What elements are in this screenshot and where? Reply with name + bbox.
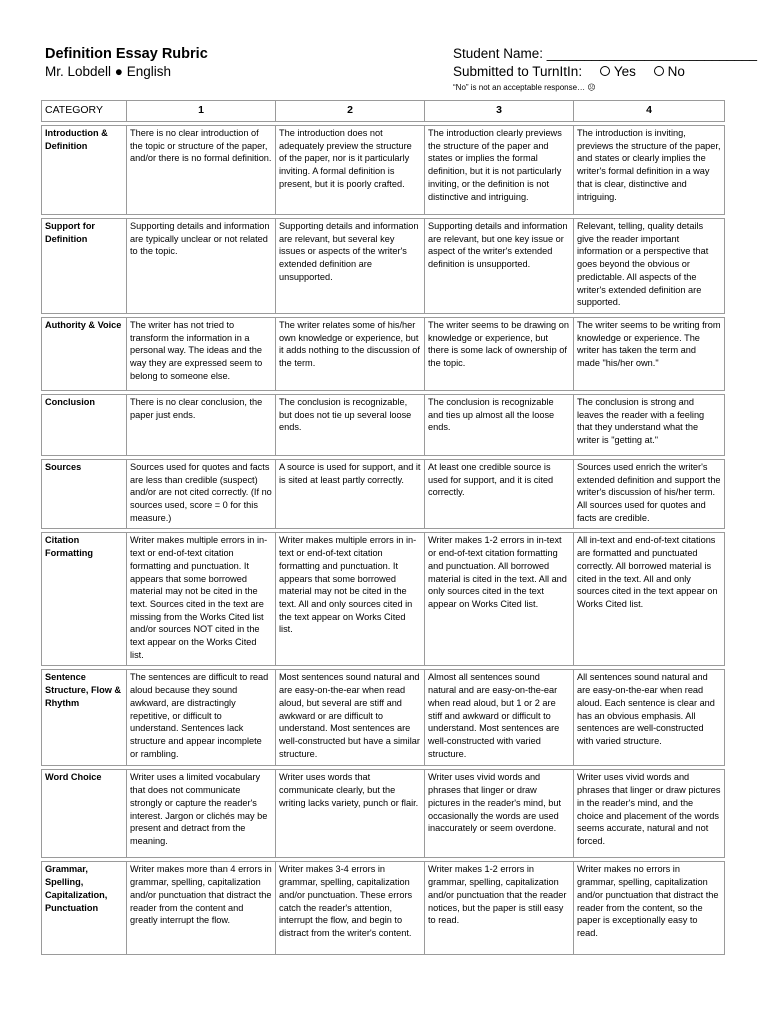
score-2-cell: Writer uses words that communicate clearly, but the writing lacks variety, punch or flair. [276,770,425,858]
score-2-cell: The conclusion is recognizable, but does not tie up several loose ends. [276,394,425,455]
score-1-cell: Writer makes more than 4 errors in grammar, spelling, capitalization and/or punctuation that distract the reader from the content and greatly interrupt the flow. [127,862,276,955]
score-4-cell: Writer makes no errors in grammar, spelling, capitalization and/or punctuation that distract the reader from the content, so the paper is exceptionally easy to read. [574,862,725,955]
score-3-cell: The writer seems to be drawing on knowledge or experience, but there is some lack of ownership of the topic. [425,317,574,390]
score-1-cell: Writer makes multiple errors in in-text or end-of-text citation formatting and punctuation. It appears that some borrowed material may not be cited in the text. Sources cited in the text are missing from the Works Cited list and/or sources NOT cited in the text appear on the Works Cited list. [127,533,276,666]
score-3-cell: At least one credible source is used for support, and it is cited correctly. [425,459,574,529]
submitted-label: Submitted to TurnItIn: [453,64,583,79]
table-row [42,219,725,314]
criterion-cell: Sources [42,459,127,529]
sad-face-icon: ☹ [587,83,596,92]
student-name-field: Student Name: ____________________________ [453,46,758,61]
table-row [42,317,725,390]
score-4-cell: Relevant, telling, quality details give the reader important information or a perspective that goes beyond the obvious or predictable. All aspects of the writer's extended definition are supported. [574,219,725,314]
score-2-cell: Writer makes 3-4 errors in grammar, spelling, capitalization and/or punctuation. These errors catch the reader's attention, interrupt the flow, and begin to distract from the writer's content. [276,862,425,955]
table-row [42,862,725,955]
rubric-title: Definition Essay Rubric [45,46,208,62]
score-3-cell: Writer makes 1-2 errors in in-text or end-of-text citation formatting and punctuation. All borrowed material is cited in the text. All and only sources cited in the text appear on Works Cited list. [425,533,574,666]
score-3-cell: The conclusion is recognizable and ties up almost all the loose ends. [425,394,574,455]
teacher-course: Mr. Lobdell ● English [45,64,171,79]
header-cell-score-1: 1 [127,101,276,122]
no-radio-icon [654,66,664,76]
score-3-cell: The introduction clearly previews the structure of the paper and states or implies the formal definition, but it is not particularly inviting, or the definition is not distinctive and intriguing. [425,126,574,215]
criterion-cell: Authority & Voice [42,317,127,390]
score-3-cell: Supporting details and information are relevant, but one key issue or aspect of the writer's extended definition is unsupported. [425,219,574,314]
note-text: “No” is not an acceptable response… [453,83,586,92]
criterion-cell: Word Choice [42,770,127,858]
header-cell-score-3: 3 [425,101,574,122]
score-4-cell: Sources used enrich the writer's extended definition and support the writer's discussion of his/her term. All sources used for quotes and facts are credible. [574,459,725,529]
score-1-cell: The sentences are difficult to read aloud because they sound awkward, are distractingly repetitive, or difficult to understand. Sentences lack structure and appear incomplete or rambling. [127,670,276,766]
criterion-cell: Introduction & Definition [42,126,127,215]
document-header [45,46,758,96]
header-cell-score-2: 2 [276,101,425,122]
score-2-cell: The introduction does not adequately preview the structure of the paper, nor is it particularly inviting. A formal definition is present, but it is poorly crafted. [276,126,425,215]
score-4-cell: All in-text and end-of-text citations are formatted and punctuated correctly. All borrowed material is cited in the text. All and only sources cited in the text appear on Works Cited list. [574,533,725,666]
table-row [42,770,725,858]
table-row [42,394,725,455]
score-1-cell: Supporting details and information are typically unclear or not related to the topic. [127,219,276,314]
score-4-cell: Writer uses vivid words and phrases that linger or draw pictures in the reader's mind, and the choice and placement of the words seems accurate, natural and not forced. [574,770,725,858]
table-row [42,670,725,766]
score-4-cell: The conclusion is strong and leaves the reader with a feeling that they understand what the writer is "getting at." [574,394,725,455]
score-2-cell: Writer makes multiple errors in in-text or end-of-text citation formatting and punctuation. It appears that some borrowed material may not be cited in the text. All and only sources cited in the text appear on Works Cited list. [276,533,425,666]
note-line [453,83,596,92]
criterion-cell: Grammar, Spelling, Capitalization, Punctuation [42,862,127,955]
score-1-cell: There is no clear conclusion, the paper just ends. [127,394,276,455]
header-cell-category: CATEGORY [42,101,127,122]
table-row [42,533,725,666]
rubric-table [41,100,725,955]
criterion-cell: Citation Formatting [42,533,127,666]
score-3-cell: Writer uses vivid words and phrases that linger or draw pictures in the reader's mind, but occasionally the words are used inaccurately or seem overdone. [425,770,574,858]
score-1-cell: There is no clear introduction of the topic or structure of the paper, and/or there is no formal definition. [127,126,276,215]
criterion-cell: Support for Definition [42,219,127,314]
score-3-cell: Writer makes 1-2 errors in grammar, spelling, capitalization and/or punctuation that the reader notices, but the paper is still easy to read. [425,862,574,955]
score-1-cell: The writer has not tried to transform the information in a personal way. The ideas and the way they are expressed seem to belong to someone else. [127,317,276,390]
score-2-cell: Supporting details and information are relevant, but several key issues or aspects of the writer's extended definition are unsupported. [276,219,425,314]
yes-radio-icon [600,66,610,76]
score-2-cell: A source is used for support, and it is sited at least partly correctly. [276,459,425,529]
score-1-cell: Writer uses a limited vocabulary that does not communicate strongly or capture the reader's interest. Jargon or clichés may be present and detract from the meaning. [127,770,276,858]
score-1-cell: Sources used for quotes and facts are less than credible (suspect) and/or are not cited correctly. (If no sources used, score = 0 for this measure.) [127,459,276,529]
score-4-cell: All sentences sound natural and are easy-on-the-ear when read aloud. Each sentence is clear and has an obvious emphasis. All sentences are well-constructed with varied structure. [574,670,725,766]
criterion-cell: Conclusion [42,394,127,455]
criterion-cell: Sentence Structure, Flow & Rhythm [42,670,127,766]
score-4-cell: The introduction is inviting, previews the structure of the paper, and states or clearly implies the writer's formal definition in a way that is clear, distinctive and intriguing. [574,126,725,215]
score-2-cell: Most sentences sound natural and are easy-on-the-ear when read aloud, but several are stiff and awkward or are difficult to understand. Most sentences are well-constructed but have a similar structure. [276,670,425,766]
table-header-row [42,101,725,122]
turnitin-line [453,64,685,79]
yes-label: Yes [613,64,636,79]
table-row [42,459,725,529]
table-row [42,126,725,215]
header-cell-score-4: 4 [574,101,725,122]
score-3-cell: Almost all sentences sound natural and are easy-on-the-ear when read aloud, but 1 or 2 are stiff and awkward or difficult to understand. Most sentences are well-constructed with varied structure. [425,670,574,766]
score-4-cell: The writer seems to be writing from knowledge or experience. The writer has taken the term and made "his/her own." [574,317,725,390]
no-label: No [667,64,685,79]
score-2-cell: The writer relates some of his/her own knowledge or experience, but it adds nothing to the discussion of the term. [276,317,425,390]
